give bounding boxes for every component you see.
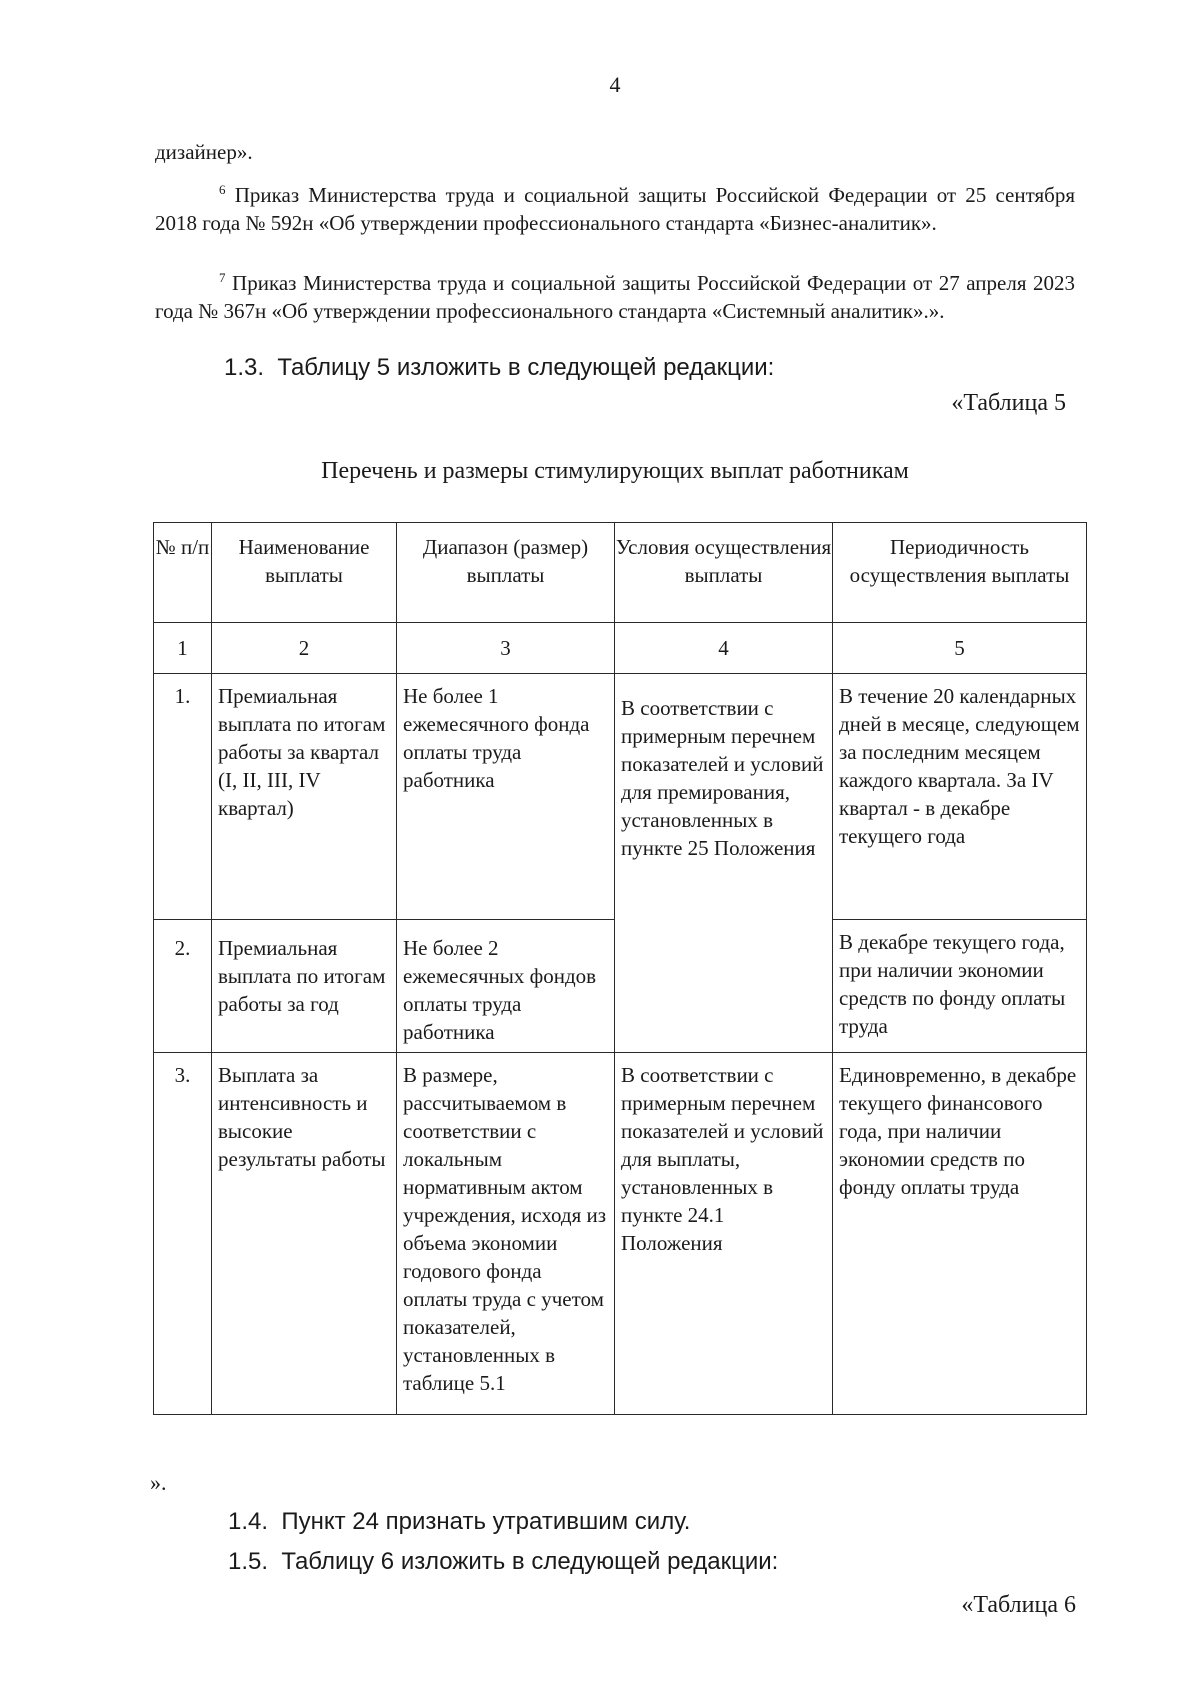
closing-quote: ». (150, 1470, 167, 1495)
row-conditions-merged: В соответствии с примерным перечнем показателей и условий для премирования, установленных в пункте 25 Положения (615, 674, 833, 1053)
col-number: 5 (833, 623, 1087, 674)
footnote-mark: 7 (219, 270, 226, 285)
footnote-6 (155, 176, 1075, 237)
row-no: 2. (154, 920, 212, 1053)
table-row (154, 1053, 1087, 1415)
header-range: Диапазон (размер) выплаты (397, 523, 615, 623)
row-no: 3. (154, 1053, 212, 1415)
col-number: 2 (212, 623, 397, 674)
row-period: В декабре текущего года, при наличии экономии средств по фонду оплаты труда (833, 920, 1087, 1053)
item-text: Таблицу 6 изложить в следующей редакции: (281, 1548, 779, 1575)
item-number: 1.3. (224, 354, 265, 381)
row-period: Единовременно, в декабре текущего финансового года, при наличии экономии средств по фонду оплаты труда (833, 1053, 1087, 1415)
item-1-4 (228, 1508, 690, 1536)
footnote-text: Приказ Министерства труда и социальной защиты Российской Федерации от 27 апреля 2023 года № 367н «Об утверждении профессионального стандарта «Системный аналитик».». (155, 271, 1076, 323)
row-conditions: В соответствии с примерным перечнем показателей и условий для выплаты, установленных в пункте 24.1 Положения (615, 1053, 833, 1415)
row-name: Премиальная выплата по итогам работы за квартал (I, II, III, IV квартал) (212, 674, 397, 920)
footnote-tail: дизайнер». (155, 140, 253, 164)
item-text: Таблицу 5 изложить в следующей редакции: (277, 354, 775, 381)
item-number: 1.5. (228, 1548, 269, 1575)
footnote-7 (155, 264, 1075, 325)
column-number-row (154, 623, 1087, 674)
table-row (154, 674, 1087, 920)
header-name: Наименование выплаты (212, 523, 397, 623)
row-range: В размере, рассчитываемом в соответствии с локальным нормативным актом учреждения, исходя из объема экономии годового фонда оплаты труда с учетом показателей, установленных в таблице 5.1 (397, 1053, 615, 1415)
header-period: Периодичность осуществления выплаты (833, 523, 1087, 623)
item-1-5 (228, 1548, 778, 1576)
row-range: Не более 1 ежемесячного фонда оплаты труда работника (397, 674, 615, 920)
header-no: № п/п (154, 523, 212, 623)
item-text: Пункт 24 признать утратившим силу. (281, 1508, 691, 1535)
table-header-row (154, 523, 1087, 623)
page-number: 4 (609, 72, 621, 97)
footnote-text: Приказ Министерства труда и социальной защиты Российской Федерации от 25 сентября 2018 года № 592н «Об утверждении профессионального стандарта «Бизнес-аналитик». (155, 183, 1076, 235)
row-name: Премиальная выплата по итогам работы за год (212, 920, 397, 1053)
col-number: 4 (615, 623, 833, 674)
row-name: Выплата за интенсивность и высокие результаты работы (212, 1053, 397, 1415)
row-period: В течение 20 календарных дней в месяце, следующем за последним месяцем каждого квартала. За IV квартал - в декабре текущего года (833, 674, 1087, 920)
table-caption-5: «Таблица 5 (951, 390, 1066, 416)
table-title: Перечень и размеры стимулирующих выплат работникам (321, 458, 909, 484)
row-range: Не более 2 ежемесячных фондов оплаты труда работника (397, 920, 615, 1053)
row-no: 1. (154, 674, 212, 920)
header-conditions: Условия осуществления выплаты (615, 523, 833, 623)
item-1-3 (224, 354, 774, 382)
item-number: 1.4. (228, 1508, 269, 1535)
table-caption-6: «Таблица 6 (961, 1592, 1076, 1618)
col-number: 1 (154, 623, 212, 674)
payments-table (153, 522, 1087, 1415)
footnote-mark: 6 (219, 182, 226, 197)
col-number: 3 (397, 623, 615, 674)
